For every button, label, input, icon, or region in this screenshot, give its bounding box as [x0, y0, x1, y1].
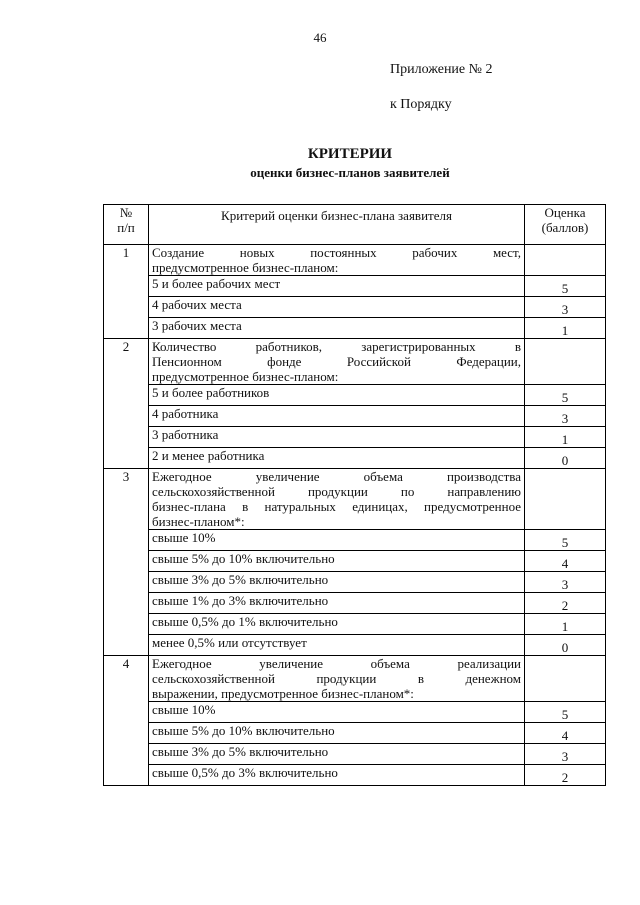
option-row	[104, 765, 606, 786]
option-score: 3	[525, 572, 606, 593]
table-header-row	[104, 205, 606, 245]
criterion-heading-line: сельскохозяйственной продукции в денежном	[152, 671, 521, 686]
header-number	[104, 205, 149, 245]
page-number: 46	[313, 30, 327, 45]
criterion-heading-score-empty	[525, 469, 606, 530]
criterion-heading-line: предусмотренное бизнес-планом:	[152, 260, 339, 275]
option-score: 0	[525, 448, 606, 469]
option-score: 0	[525, 635, 606, 656]
option-score: 2	[525, 765, 606, 786]
option-label: свыше 5% до 10% включительно	[149, 551, 525, 572]
option-row	[104, 297, 606, 318]
option-label: свыше 0,5% до 3% включительно	[149, 765, 525, 786]
criterion-heading-line: сельскохозяйственной продукции по направлению	[152, 484, 521, 499]
option-label: 4 рабочих места	[149, 297, 525, 318]
option-label: 5 и более работников	[149, 385, 525, 406]
criterion-heading	[149, 245, 525, 276]
option-score: 3	[525, 297, 606, 318]
criterion-number: 3	[104, 469, 149, 656]
criteria-table	[103, 204, 606, 786]
option-row	[104, 406, 606, 427]
header-criterion-text: Критерий оценки бизнес-плана заявителя	[221, 208, 452, 223]
option-label: 3 работника	[149, 427, 525, 448]
option-score: 5	[525, 702, 606, 723]
header-criterion	[149, 205, 525, 245]
option-row	[104, 614, 606, 635]
header-score-text: Оценка (баллов)	[541, 205, 589, 235]
option-score: 4	[525, 723, 606, 744]
option-label: 5 и более рабочих мест	[149, 276, 525, 297]
criterion-heading-line: Количество работников, зарегистрированных в	[152, 339, 521, 354]
criterion-heading-line: Ежегодное увеличение объема реализации	[152, 656, 521, 671]
criterion-heading-line: бизнес-плана в натуральных единицах, предусмотренное	[152, 499, 521, 514]
option-label: свыше 3% до 5% включительно	[149, 744, 525, 765]
option-label: 3 рабочих места	[149, 318, 525, 339]
option-score: 4	[525, 551, 606, 572]
option-score: 1	[525, 318, 606, 339]
option-score: 1	[525, 614, 606, 635]
option-score: 5	[525, 385, 606, 406]
header-score	[525, 205, 606, 245]
criterion-heading-line: предусмотренное бизнес-планом:	[152, 369, 339, 384]
criterion-heading-score-empty	[525, 656, 606, 702]
document-subtitle: оценки бизнес-планов заявителей	[250, 165, 450, 180]
table-body	[104, 245, 606, 786]
criterion-heading-line: выражении, предусмотренное бизнес-планом*:	[152, 686, 414, 701]
annex-reference: к Порядку	[390, 97, 452, 112]
option-row	[104, 385, 606, 406]
option-score: 5	[525, 530, 606, 551]
criterion-heading-line: бизнес-планом*:	[152, 514, 245, 529]
option-label: свыше 10%	[149, 530, 525, 551]
criterion-heading-line: Создание новых постоянных рабочих мест,	[152, 245, 521, 260]
criterion-heading-row	[104, 656, 606, 702]
option-score: 2	[525, 593, 606, 614]
option-row	[104, 744, 606, 765]
option-row	[104, 276, 606, 297]
option-label: свыше 0,5% до 1% включительно	[149, 614, 525, 635]
criterion-heading	[149, 339, 525, 385]
option-label: свыше 5% до 10% включительно	[149, 723, 525, 744]
criterion-number: 1	[104, 245, 149, 339]
criterion-heading-score-empty	[525, 339, 606, 385]
criterion-heading-line: Пенсионном фонде Российской Федерации,	[152, 354, 521, 369]
option-row	[104, 635, 606, 656]
option-row	[104, 448, 606, 469]
criterion-heading-score-empty	[525, 245, 606, 276]
criterion-heading-row	[104, 245, 606, 276]
option-row	[104, 530, 606, 551]
option-row	[104, 572, 606, 593]
option-score: 3	[525, 406, 606, 427]
option-label: 4 работника	[149, 406, 525, 427]
header-number-text: № п/п	[117, 205, 135, 235]
option-row	[104, 427, 606, 448]
option-score: 5	[525, 276, 606, 297]
option-row	[104, 723, 606, 744]
option-row	[104, 593, 606, 614]
criterion-heading-row	[104, 469, 606, 530]
option-row	[104, 551, 606, 572]
option-label: свыше 10%	[149, 702, 525, 723]
option-row	[104, 318, 606, 339]
option-label: 2 и менее работника	[149, 448, 525, 469]
option-label: менее 0,5% или отсутствует	[149, 635, 525, 656]
annex-label: Приложение № 2	[390, 62, 493, 77]
option-label: свыше 1% до 3% включительно	[149, 593, 525, 614]
criterion-heading-row	[104, 339, 606, 385]
option-score: 1	[525, 427, 606, 448]
option-score: 3	[525, 744, 606, 765]
option-label: свыше 3% до 5% включительно	[149, 572, 525, 593]
document-title: КРИТЕРИИ	[307, 146, 393, 162]
option-row	[104, 702, 606, 723]
criterion-heading	[149, 469, 525, 530]
criterion-heading-line: Ежегодное увеличение объема производства	[152, 469, 521, 484]
criterion-heading	[149, 656, 525, 702]
criterion-number: 2	[104, 339, 149, 469]
criterion-number: 4	[104, 656, 149, 786]
